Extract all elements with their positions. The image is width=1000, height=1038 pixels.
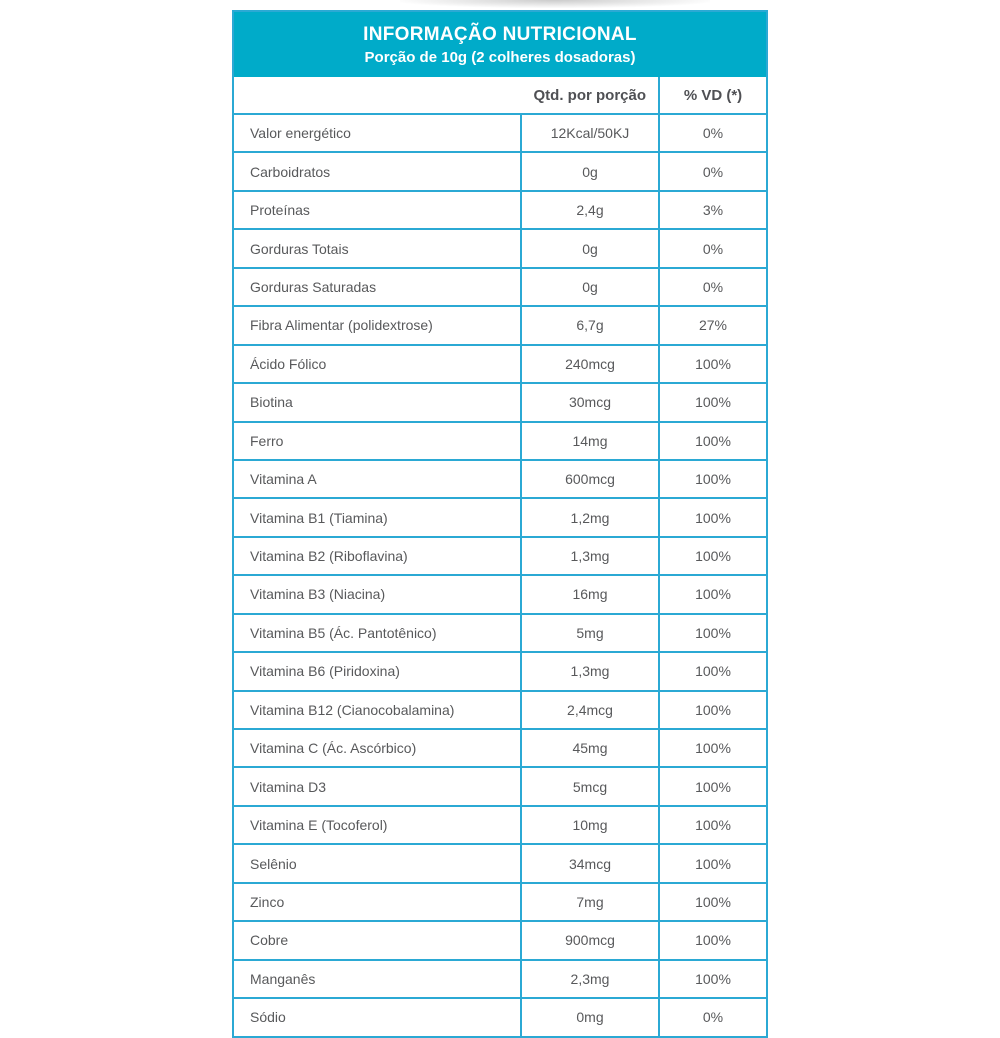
- row-label: Gorduras Totais: [234, 230, 522, 266]
- row-vd: 100%: [695, 548, 731, 565]
- vd-column-header: % VD (*): [683, 86, 743, 104]
- table-row: [234, 613, 766, 651]
- row-vd: 100%: [695, 355, 731, 372]
- row-vd: 0%: [702, 240, 724, 257]
- row-qty: 2,4mcg: [522, 692, 660, 728]
- table-row: [234, 651, 766, 689]
- row-qty: 600mcg: [522, 461, 660, 497]
- row-qty: 34mcg: [522, 845, 660, 881]
- row-label: Vitamina B5 (Ác. Pantotênico): [234, 615, 522, 651]
- row-vd: 0%: [702, 1009, 724, 1026]
- row-label: Vitamina A: [234, 461, 522, 497]
- row-label: Carboidratos: [234, 153, 522, 189]
- row-qty: 0g: [522, 153, 660, 189]
- table-row: [234, 267, 766, 305]
- qty-column-header: Qtd. por porção: [234, 77, 660, 113]
- row-vd: 100%: [695, 432, 731, 449]
- table-row: [234, 805, 766, 843]
- row-label: Manganês: [234, 961, 522, 997]
- table-row: [234, 305, 766, 343]
- table-rows: [234, 113, 766, 1036]
- table-row: [234, 228, 766, 266]
- table-row: [234, 113, 766, 151]
- row-vd: 3%: [702, 202, 724, 219]
- row-vd: 100%: [695, 509, 731, 526]
- row-qty: 45mg: [522, 730, 660, 766]
- serving-subtitle: Porção de 10g (2 colheres dosadoras): [364, 48, 636, 66]
- row-qty: 240mcg: [522, 346, 660, 382]
- row-label: Vitamina B12 (Cianocobalamina): [234, 692, 522, 728]
- row-vd: 0%: [702, 125, 724, 142]
- row-qty: 10mg: [522, 807, 660, 843]
- row-label: Vitamina B1 (Tiamina): [234, 499, 522, 535]
- row-vd: 100%: [695, 740, 731, 757]
- row-qty: 0mg: [522, 999, 660, 1035]
- page-title: INFORMAÇÃO NUTRICIONAL: [363, 23, 637, 45]
- row-label: Vitamina C (Ác. Ascórbico): [234, 730, 522, 766]
- table-row: [234, 766, 766, 804]
- table-title-band: [234, 12, 766, 77]
- row-label: Fibra Alimentar (polidextrose): [234, 307, 522, 343]
- table-row: [234, 382, 766, 420]
- row-label: Proteínas: [234, 192, 522, 228]
- row-vd: 100%: [695, 893, 731, 910]
- row-qty: 1,2mg: [522, 499, 660, 535]
- row-qty: 0g: [522, 230, 660, 266]
- row-qty: 6,7g: [522, 307, 660, 343]
- row-label: Zinco: [234, 884, 522, 920]
- table-row: [234, 497, 766, 535]
- row-label: Ferro: [234, 423, 522, 459]
- table-row: [234, 997, 766, 1035]
- row-qty: 5mcg: [522, 768, 660, 804]
- table-row: [234, 690, 766, 728]
- row-qty: 7mg: [522, 884, 660, 920]
- row-vd: 100%: [695, 624, 731, 641]
- row-label: Vitamina B6 (Piridoxina): [234, 653, 522, 689]
- row-qty: 14mg: [522, 423, 660, 459]
- column-header-row: [234, 77, 766, 113]
- row-vd: 100%: [695, 663, 731, 680]
- table-row: [234, 843, 766, 881]
- table-row: [234, 959, 766, 997]
- row-qty: 5mg: [522, 615, 660, 651]
- table-row: [234, 882, 766, 920]
- row-label: Vitamina D3: [234, 768, 522, 804]
- row-vd: 100%: [695, 970, 731, 987]
- row-vd: 100%: [695, 817, 731, 834]
- table-row: [234, 344, 766, 382]
- row-qty: 2,4g: [522, 192, 660, 228]
- table-row: [234, 151, 766, 189]
- top-edge-shadow: [400, 0, 710, 8]
- table-row: [234, 574, 766, 612]
- row-label: Ácido Fólico: [234, 346, 522, 382]
- nutrition-table: [232, 10, 768, 1038]
- table-row: [234, 728, 766, 766]
- row-qty: 1,3mg: [522, 653, 660, 689]
- row-label: Vitamina E (Tocoferol): [234, 807, 522, 843]
- row-label: Vitamina B3 (Niacina): [234, 576, 522, 612]
- row-qty: 12Kcal/50KJ: [522, 115, 660, 151]
- row-qty: 2,3mg: [522, 961, 660, 997]
- row-qty: 0g: [522, 269, 660, 305]
- row-vd: 0%: [702, 278, 724, 295]
- table-row: [234, 421, 766, 459]
- row-label: Sódio: [234, 999, 522, 1035]
- table-row: [234, 190, 766, 228]
- row-label: Vitamina B2 (Riboflavina): [234, 538, 522, 574]
- row-label: Gorduras Saturadas: [234, 269, 522, 305]
- row-qty: 30mcg: [522, 384, 660, 420]
- row-label: Selênio: [234, 845, 522, 881]
- table-row: [234, 459, 766, 497]
- row-qty: 16mg: [522, 576, 660, 612]
- row-qty: 1,3mg: [522, 538, 660, 574]
- row-vd: 100%: [695, 855, 731, 872]
- table-row: [234, 920, 766, 958]
- row-label: Biotina: [234, 384, 522, 420]
- row-vd: 100%: [695, 778, 731, 795]
- row-vd: 27%: [698, 317, 728, 334]
- row-label: Valor energético: [234, 115, 522, 151]
- row-vd: 100%: [695, 932, 731, 949]
- row-qty: 900mcg: [522, 922, 660, 958]
- row-vd: 0%: [702, 163, 724, 180]
- table-row: [234, 536, 766, 574]
- row-vd: 100%: [695, 701, 731, 718]
- row-vd: 100%: [695, 394, 731, 411]
- row-vd: 100%: [695, 586, 731, 603]
- row-vd: 100%: [695, 471, 731, 488]
- row-label: Cobre: [234, 922, 522, 958]
